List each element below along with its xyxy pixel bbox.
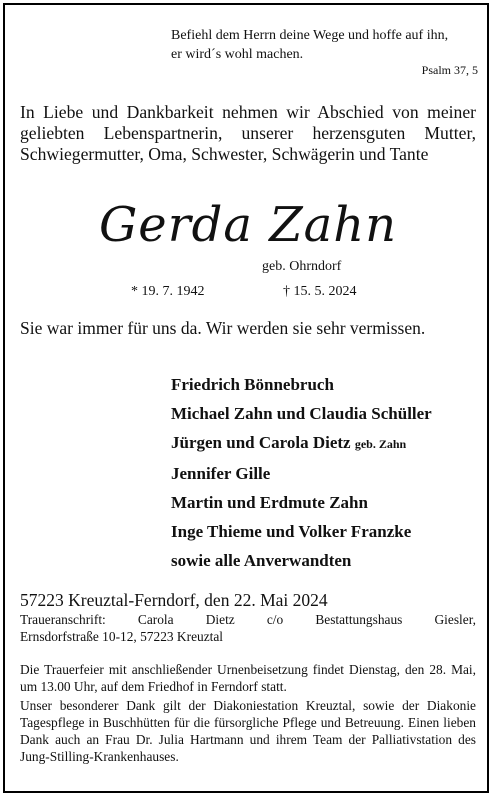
address-part: Carola xyxy=(137,612,174,627)
death-date: † 15. 5. 2024 xyxy=(283,284,357,299)
verse-line-1: Befiehl dem Herrn deine Wege und hoffe auf ihn, xyxy=(171,28,449,43)
survivor-entry xyxy=(171,459,432,488)
survivor-name: sowie alle Anverwandten xyxy=(171,551,352,570)
survivor-name: Martin und Erdmute Zahn xyxy=(171,493,368,512)
survivor-name: Jennifer Gille xyxy=(171,464,271,483)
survivor-entry xyxy=(171,370,432,399)
address-part: Dietz xyxy=(205,612,235,627)
survivor-note: geb. Zahn xyxy=(354,437,407,451)
funeral-info: Die Trauerfeier mit anschließender Urnenbeisetzung findet Dienstag, den 28. Mai, um 13.00 Uhr, auf dem Friedhof in Ferndorf statt. xyxy=(20,662,476,694)
survivor-name: Friedrich Bönnebruch xyxy=(171,375,334,394)
survivor-name: Jürgen und Carola Dietz xyxy=(171,433,351,452)
thanks-text: Unser besonderer Dank gilt der Diakoniestation Kreuztal, sowie der Diakonie Tagespflege in Buschhütten für die fürsorgliche Pflege und Betreuung. Einen lieben Dank auch an Frau Dr. Julia Hartmann und ihrem Team der Palliativstation des Jung-Stilling-Krankenhauses. xyxy=(20,698,476,764)
address-part: c/o xyxy=(266,612,284,627)
born-name: geb. Ohrndorf xyxy=(262,259,342,274)
survivor-entry xyxy=(171,546,432,575)
survivor-entry xyxy=(171,517,432,546)
address-line-1 xyxy=(20,611,476,628)
birth-date: * 19. 7. 1942 xyxy=(131,284,205,299)
survivor-entry xyxy=(171,488,432,517)
deceased-name: Gerda Zahn xyxy=(98,197,398,253)
survivor-entry xyxy=(171,428,432,459)
survivor-entry xyxy=(171,399,432,428)
address-part: Bestattungshaus xyxy=(315,612,403,627)
farewell-message: Sie war immer für uns da. Wir werden sie sehr vermissen. xyxy=(20,318,426,338)
verse-reference: Psalm 37, 5 xyxy=(421,63,478,77)
address-line-2: Ernsdorfstraße 10-12, 57223 Kreuztal xyxy=(20,629,224,644)
place-date: 57223 Kreuztal-Ferndorf, den 22. Mai 2024 xyxy=(20,590,328,610)
survivors-list xyxy=(171,370,432,575)
survivor-name: Inge Thieme und Volker Franzke xyxy=(171,522,412,541)
address-part: Giesler, xyxy=(434,612,476,627)
survivor-name: Michael Zahn und Claudia Schüller xyxy=(171,404,432,423)
verse-line-2: er wird´s wohl machen. xyxy=(171,47,304,62)
address-part: Traueranschrift: xyxy=(20,612,106,627)
bible-verse xyxy=(171,26,476,64)
mourning-address xyxy=(20,611,476,645)
intro-text: In Liebe und Dankbarkeit nehmen wir Abschied von meiner geliebten Lebenspartnerin, unserer herzensguten Mutter, Schwiegermutter, Oma, Schwester, Schwägerin und Tante xyxy=(20,102,476,164)
